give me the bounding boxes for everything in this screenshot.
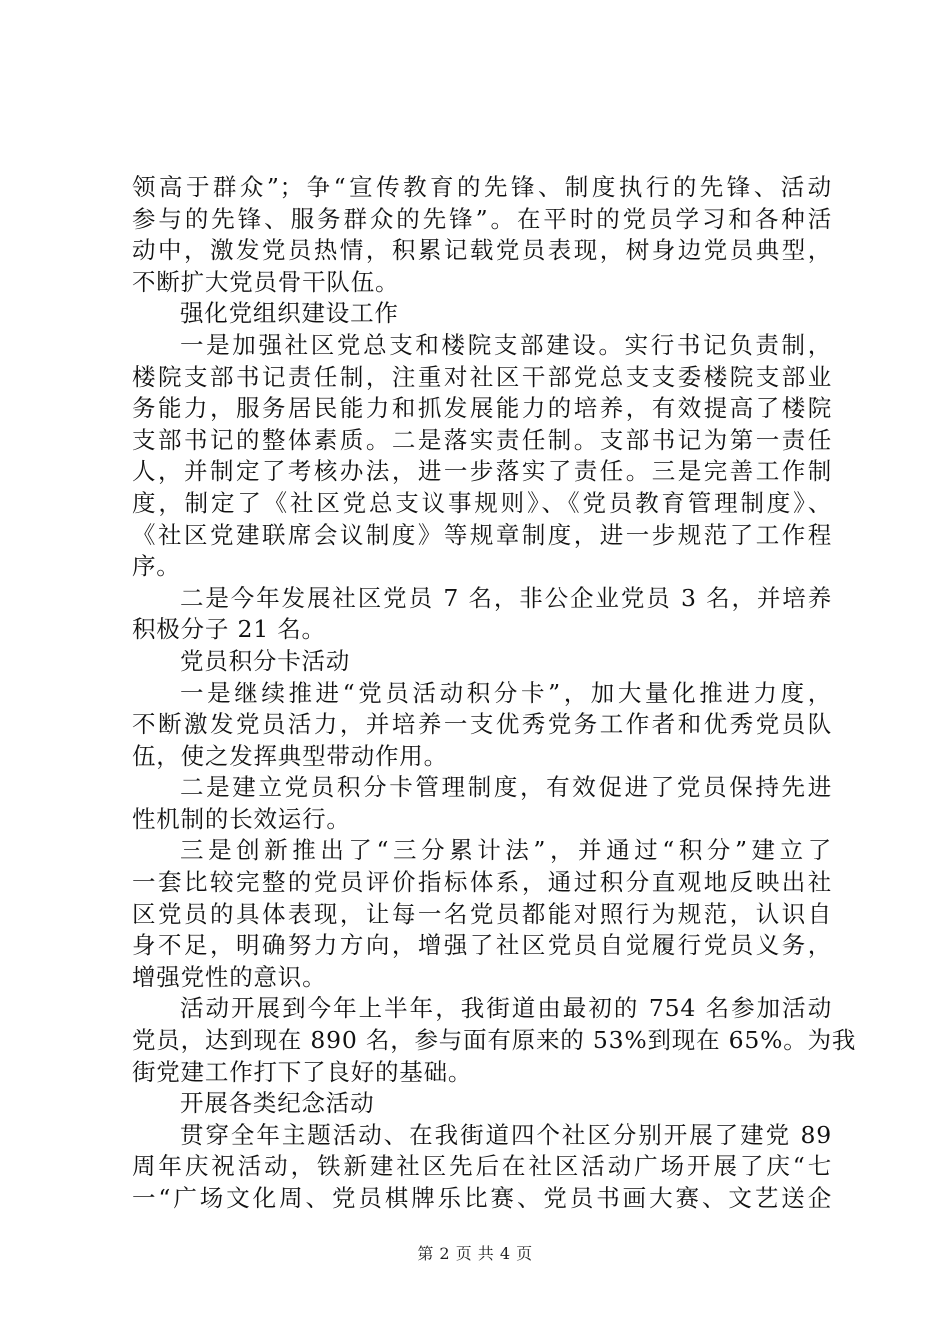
text-line: 增强党性的意识。 xyxy=(132,962,327,991)
text-line: 二是建立党员积分卡管理制度，有效促进了党员保持先进 xyxy=(180,773,832,802)
text-line: 人，并制定了考核办法，进一步落实了责任。三是完善工作制 xyxy=(132,457,832,486)
page-footer: 第 2 页 共 4 页 xyxy=(417,1244,533,1263)
text-line: 支部书记的整体素质。二是落实责任制。支部书记为第一责任 xyxy=(132,425,832,454)
text-line: 一“广场文化周、党员棋牌乐比赛、党员书画大赛、文艺送企 xyxy=(132,1184,832,1212)
text-line: 不断扩大党员骨干队伍。 xyxy=(132,267,400,296)
text-line: 党员积分卡活动 xyxy=(180,646,351,675)
text-line: 领高于群众”；争“宣传教育的先锋、制度执行的先锋、活动 xyxy=(132,173,832,201)
text-line: 参与的先锋、服务群众的先锋”。在平时的党员学习和各种活 xyxy=(132,204,832,233)
text-line: 党员，达到现在 890 名，参与面有原来的 53%到现在 65%。为我 xyxy=(132,1026,857,1055)
text-line: 身不足，明确努力方向，增强了社区党员自觉履行党员义务， xyxy=(132,931,832,960)
text-line: 贯穿全年主题活动、在我街道四个社区分别开展了建党 89 xyxy=(180,1120,832,1149)
text-line: 一套比较完整的党员评价指标体系，通过积分直观地反映出社 xyxy=(132,868,832,897)
text-line: 开展各类纪念活动 xyxy=(180,1089,375,1118)
text-line: 伍，使之发挥典型带动作用。 xyxy=(132,741,448,770)
text-line: 一是继续推进“党员活动积分卡”，加大量化推进力度， xyxy=(180,678,832,707)
text-line: 《社区党建联席会议制度》等规章制度，进一步规范了工作程 xyxy=(132,520,832,549)
text-line: 二是今年发展社区党员 7 名，非公企业党员 3 名，并培养 xyxy=(180,583,832,612)
text-line: 积极分子 21 名。 xyxy=(132,615,326,644)
text-line: 周年庆祝活动，铁新建社区先后在社区活动广场开展了庆“七 xyxy=(132,1152,832,1181)
text-line: 活动开展到今年上半年，我街道由最初的 754 名参加活动 xyxy=(180,994,832,1023)
document-body xyxy=(132,172,857,1215)
text-line: 度，制定了《社区党总支议事规则》、《党员教育管理制度》、 xyxy=(132,488,832,517)
text-line: 楼院支部书记责任制，注重对社区干部党总支支委楼院支部业 xyxy=(132,362,832,391)
text-line: 一是加强社区党总支和楼院支部建设。实行书记负责制， xyxy=(180,330,832,359)
text-line: 区党员的具体表现，让每一名党员都能对照行为规范，认识自 xyxy=(132,899,832,928)
text-line: 三是创新推出了“三分累计法”，并通过“积分”建立了 xyxy=(180,836,832,865)
text-line: 强化党组织建设工作 xyxy=(180,299,399,328)
text-line: 性机制的长效运行。 xyxy=(132,804,351,833)
text-line: 街党建工作打下了良好的基础。 xyxy=(132,1057,473,1086)
text-line: 动中，激发党员热情，积累记载党员表现，树身边党员典型， xyxy=(132,236,832,265)
text-line: 不断激发党员活力，并培养一支优秀党务工作者和优秀党员队 xyxy=(132,710,832,739)
text-line: 序。 xyxy=(132,552,181,581)
text-line: 务能力，服务居民能力和抓发展能力的培养，有效提高了楼院 xyxy=(132,394,832,423)
